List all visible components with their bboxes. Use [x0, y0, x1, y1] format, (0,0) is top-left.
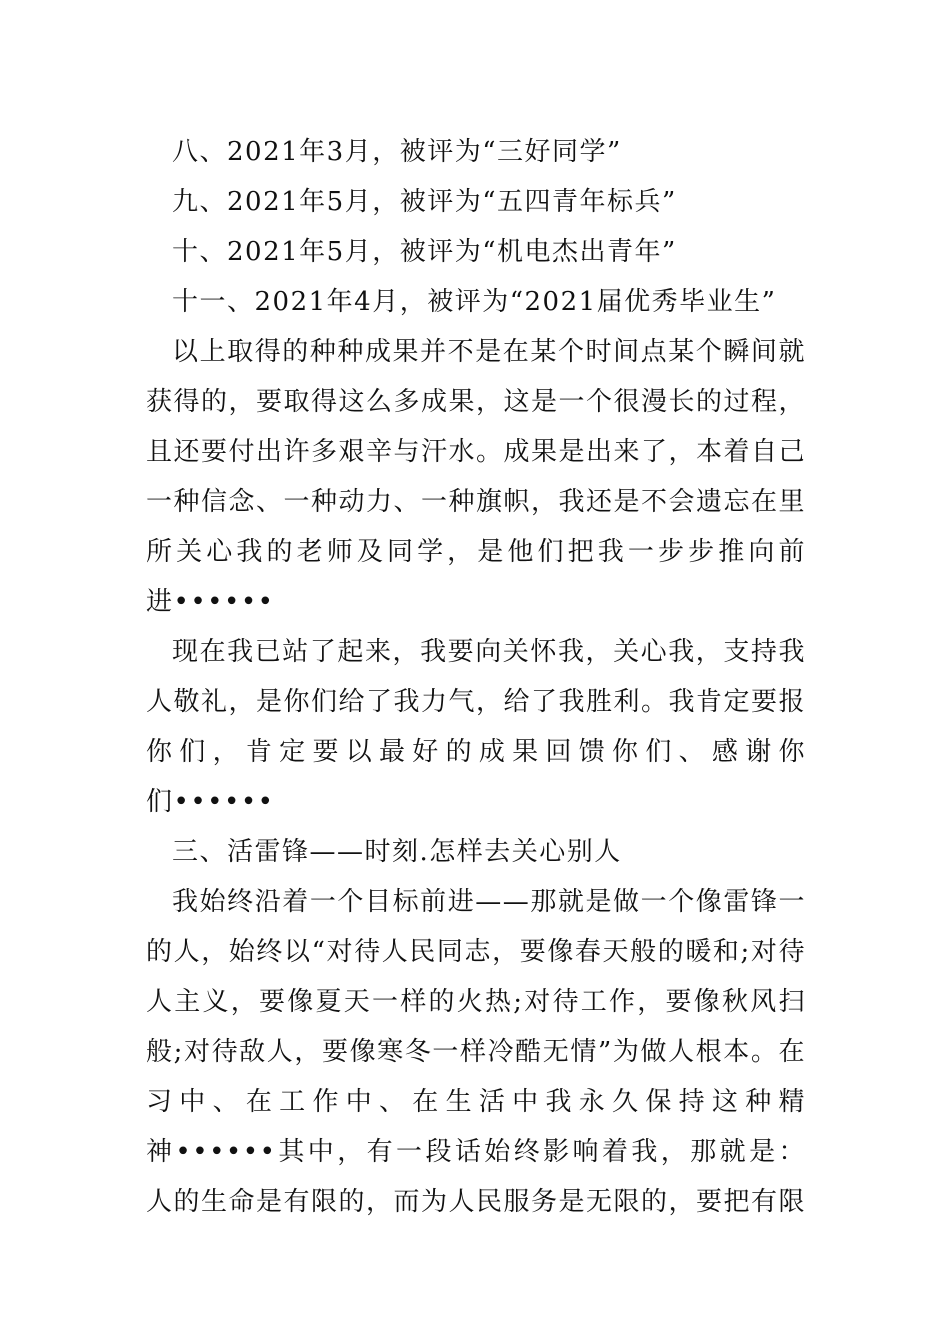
paragraph-line: 人的生命是有限的，而为人民服务是无限的，要把有限 [146, 1187, 806, 1217]
paragraph-line: 以上取得的种种成果并不是在某个时间点某个瞬间就 [172, 337, 806, 367]
paragraph-line: 神••••••其中，有一段话始终影响着我，那就是： [146, 1137, 806, 1167]
paragraph-line: 的人，始终以“对待人民同志，要像春天般的暖和;对待 [146, 937, 806, 967]
paragraph-line: 我始终沿着一个目标前进——那就是做一个像雷锋一 [172, 887, 806, 917]
award-item: 九、2021年5月，被评为“五四青年标兵” [172, 187, 677, 217]
paragraph-line: 你们，肯定要以最好的成果回馈你们、感谢你 [146, 737, 806, 767]
paragraph-line: 们•••••• [146, 787, 275, 817]
award-item: 十一、2021年4月，被评为“2021届优秀毕业生” [172, 287, 777, 317]
paragraph-line: 般;对待敌人，要像寒冬一样冷酷无情”为做人根本。在 [146, 1037, 806, 1067]
paragraph-line: 人主义，要像夏天一样的火热;对待工作，要像秋风扫 [146, 987, 806, 1017]
award-item: 十、2021年5月，被评为“机电杰出青年” [172, 237, 677, 267]
paragraph-line: 获得的，要取得这么多成果，这是一个很漫长的过程， [146, 387, 806, 417]
award-item: 八、2021年3月，被评为“三好同学” [172, 137, 622, 167]
paragraph-line: 现在我已站了起来，我要向关怀我，关心我，支持我 [172, 637, 806, 667]
paragraph-line: 人敬礼，是你们给了我力气，给了我胜利。我肯定要报 [146, 687, 806, 717]
paragraph-line: 进•••••• [146, 587, 275, 617]
paragraph-line: 习中、在工作中、在生活中我永久保持这种精 [146, 1087, 806, 1117]
paragraph-line: 且还要付出许多艰辛与汗水。成果是出来了，本着自己 [146, 437, 806, 467]
paragraph-line: 所关心我的老师及同学，是他们把我一步步推向前 [146, 537, 806, 567]
paragraph-line: 一种信念、一种动力、一种旗帜，我还是不会遗忘在里 [146, 487, 806, 517]
section-heading: 三、活雷锋——时刻.怎样去关心别人 [172, 837, 622, 867]
